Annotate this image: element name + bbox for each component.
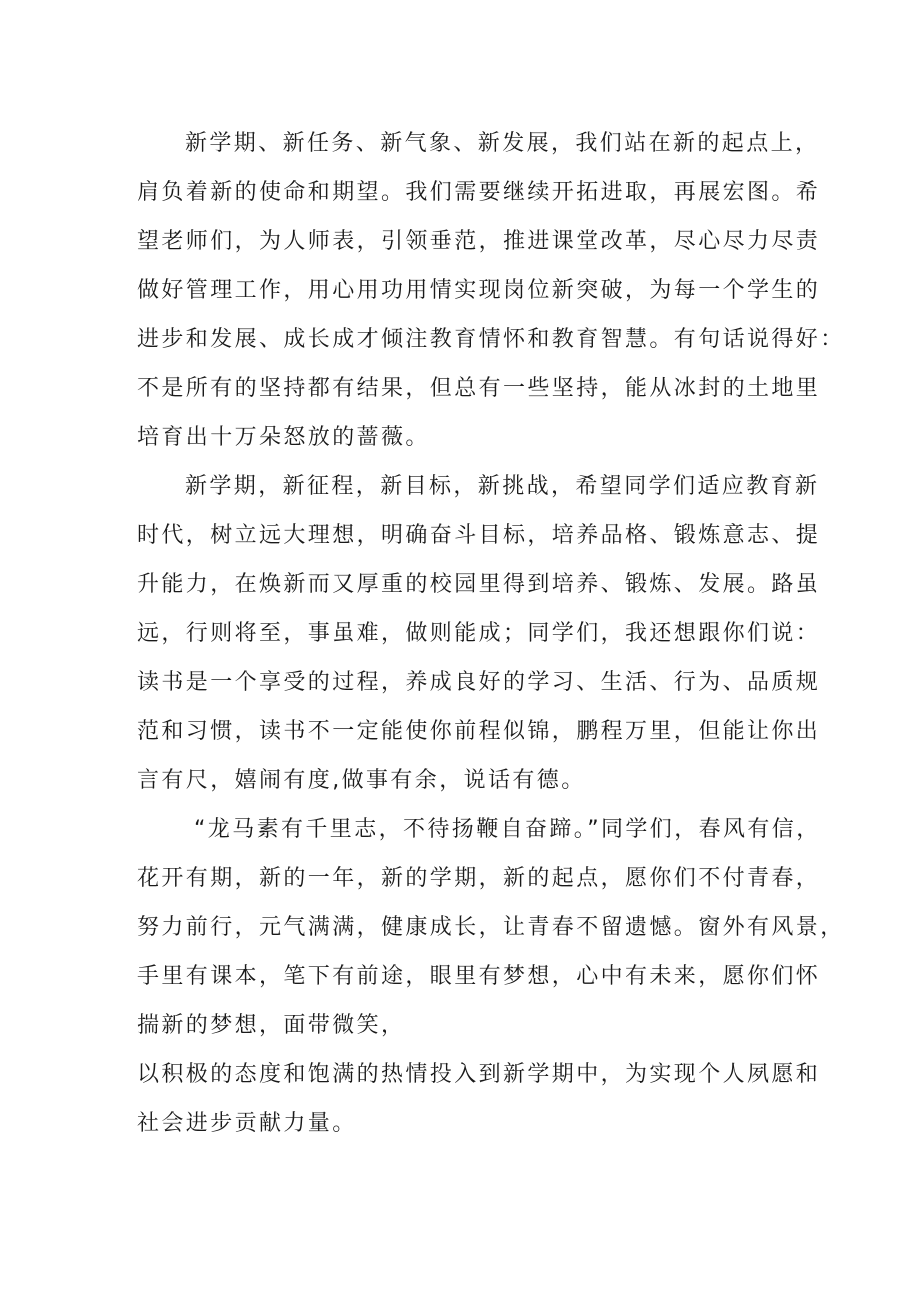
paragraph-1-line-7: 培育出十万朵怒放的蔷薇。 [137,425,430,450]
paragraph-2-line-2: 时代，树立远大理想，明确奋斗目标，培养品格、锻炼意志、提 [137,523,821,548]
paragraph-2-line-4: 远，行则将至，事虽难，做则能成；同学们，我还想跟你们说： [137,621,821,646]
paragraph-1-line-6: 不是所有的坚持都有结果，但总有一些坚持，能从冰封的土地里 [137,376,821,401]
paragraph-2-line-1: 新学期，新征程，新目标，新挑战，希望同学们适应教育新 [185,474,820,499]
paragraph-2-line-3: 升能力，在焕新而又厚重的校园里得到培养、锻炼、发展。路虽 [137,572,821,597]
paragraph-3-line-4: 手里有课本，笔下有前途，眼里有梦想，心中有未来，愿你们怀 [137,964,821,989]
paragraph-2-line-5: 读书是一个享受的过程，养成良好的学习、生活、行为、品质规 [137,670,821,695]
paragraph-1-line-5: 进步和发展、成长成才倾注教育情怀和教育智慧。有句话说得好： [137,327,845,352]
paragraph-3-line-7: 社会进步贡献力量。 [137,1111,357,1136]
paragraph-3-line-5: 揣新的梦想，面带微笑， [137,1013,406,1038]
paragraph-3-line-6: 以积极的态度和饱满的热情投入到新学期中，为实现个人夙愿和 [137,1062,821,1087]
paragraph-3-line-2: 花开有期，新的一年，新的学期，新的起点，愿你们不付青春， [137,866,821,891]
paragraph-1-line-2: 肩负着新的使命和期望。我们需要继续开拓进取，再展宏图。希 [137,180,821,205]
paragraph-1-line-1: 新学期、新任务、新气象、新发展，我们站在新的起点上， [185,131,820,156]
paragraph-1-line-4: 做好管理工作，用心用功用情实现岗位新突破，为每一个学生的 [137,278,821,303]
paragraph-3-line-3: 努力前行，元气满满，健康成长，让青春不留遗憾。窗外有风景， [137,915,845,940]
paragraph-3-line-1: “龙马素有千里志，不待扬鞭自奋蹄。”同学们，春风有信， [194,817,821,842]
paragraph-1-line-3: 望老师们，为人师表，引领垂范，推进课堂改革，尽心尽力尽责 [137,229,821,254]
paragraph-2-line-7: 言有尺，嬉闹有度,做事有余，说话有德。 [137,768,586,793]
paragraph-2-line-6: 范和习惯，读书不一定能使你前程似锦，鹏程万里，但能让你出 [137,719,821,744]
